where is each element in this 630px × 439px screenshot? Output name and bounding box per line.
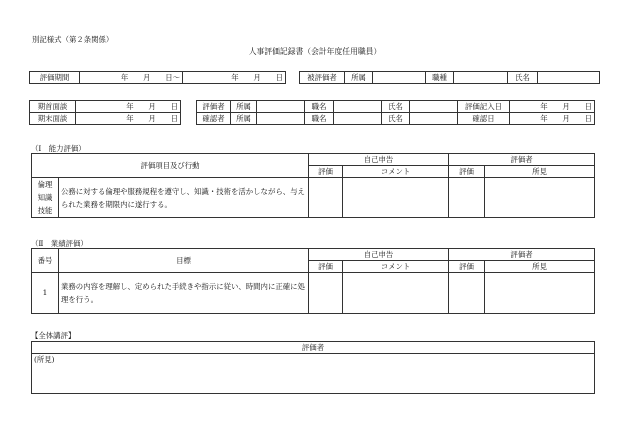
evaluator-label: 評価者 [197,101,231,113]
performance-self-header: 自己申告 [309,249,449,261]
goal-row-number: 1 [32,273,59,314]
performance-evaluator-rating-field[interactable] [449,273,485,314]
performance-table [31,248,595,314]
evaluator-affiliation-field[interactable] [257,101,305,113]
period-start-field[interactable]: 年 月 日〜 [80,72,183,84]
interview-dates-table [29,100,181,125]
ability-self-comment-header: コメント [343,166,449,178]
evaluatee-table [299,71,600,84]
confirmer-label: 確認者 [197,113,231,125]
number-header: 番号 [32,249,59,273]
overall-section-title: 【全体講評】 [31,331,76,340]
evaluatee-label: 被評価者 [300,72,345,84]
performance-evaluator-header: 評価者 [449,249,595,261]
evaluator-affiliation-label: 所属 [231,101,257,113]
evaluatee-affiliation-label: 所属 [345,72,373,84]
confirmer-post-label: 職名 [305,113,334,125]
form-label: 別記様式（第２条関係） [32,35,114,44]
overall-finding-field[interactable] [32,354,595,394]
confirmer-affiliation-label: 所属 [231,113,257,125]
evaluator-post-field[interactable] [334,101,382,113]
performance-evaluator-finding-field[interactable] [485,273,595,314]
ability-row-label: 倫理知識技能 [32,178,59,218]
goal-row-text: 業務の内容を理解し、定められた手続きや指示に従い、時間内に正確に処理を行う。 [59,273,309,314]
end-interview-date-field[interactable]: 年 月 日 [76,113,181,125]
ability-item-header: 評価項目及び行動 [32,154,309,178]
performance-self-comment-header: コメント [343,261,449,273]
ability-table [31,153,595,218]
performance-self-rating-header: 評価 [309,261,343,273]
confirmer-name-label: 氏名 [382,113,410,125]
ability-row-text: 公務に対する倫理や服務規程を遵守し、知識・技術を活かしながら、与えられた業務を期限内に遂行する。 [59,178,309,218]
end-interview-label: 期末面談 [30,113,76,125]
evaluator-name-label: 氏名 [382,101,410,113]
performance-evaluator-rating-header: 評価 [449,261,485,273]
ability-evaluator-rating-header: 評価 [449,166,485,178]
performance-self-comment-field[interactable] [343,273,449,314]
ability-self-rating-field[interactable] [309,178,343,218]
ability-section-title: （Ⅰ 能力評価） [31,144,86,153]
evaluation-period-table [29,71,286,84]
ability-evaluator-finding-field[interactable] [485,178,595,218]
overall-evaluator-header: 評価者 [32,342,595,354]
performance-evaluator-finding-header: 所見 [485,261,595,273]
confirm-date-label: 確認日 [458,113,510,125]
overall-finding-label: (所見) [34,355,55,364]
evaluator-name-field[interactable] [410,101,458,113]
evaluatee-name-label: 氏名 [508,72,538,84]
overall-table [31,341,595,394]
job-type-field[interactable] [454,72,508,84]
ability-evaluator-finding-header: 所見 [485,166,595,178]
ability-self-comment-field[interactable] [343,178,449,218]
document-title: 人事評価記録書（会計年度任用職員） [248,47,382,56]
ability-self-rating-header: 評価 [309,166,343,178]
start-interview-label: 期首面談 [30,101,76,113]
ability-evaluator-header: 評価者 [449,154,595,166]
evaluator-table [196,100,595,125]
period-label: 評価期間 [30,72,80,84]
confirmer-name-field[interactable] [410,113,458,125]
evaluatee-affiliation-field[interactable] [373,72,426,84]
ability-self-header: 自己申告 [309,154,449,166]
eval-date-label: 評価記入日 [458,101,510,113]
goal-header: 目標 [59,249,309,273]
performance-self-rating-field[interactable] [309,273,343,314]
eval-date-field[interactable]: 年 月 日 [510,101,595,113]
evaluatee-name-field[interactable] [538,72,600,84]
ability-evaluator-rating-field[interactable] [449,178,485,218]
period-end-field[interactable]: 年 月 日 [183,72,286,84]
confirmer-post-field[interactable] [334,113,382,125]
performance-section-title: （Ⅱ 業績評価） [31,239,88,248]
job-type-label: 職種 [426,72,454,84]
evaluator-post-label: 職名 [305,101,334,113]
start-interview-date-field[interactable]: 年 月 日 [76,101,181,113]
confirm-date-field[interactable]: 年 月 日 [510,113,595,125]
confirmer-affiliation-field[interactable] [257,113,305,125]
